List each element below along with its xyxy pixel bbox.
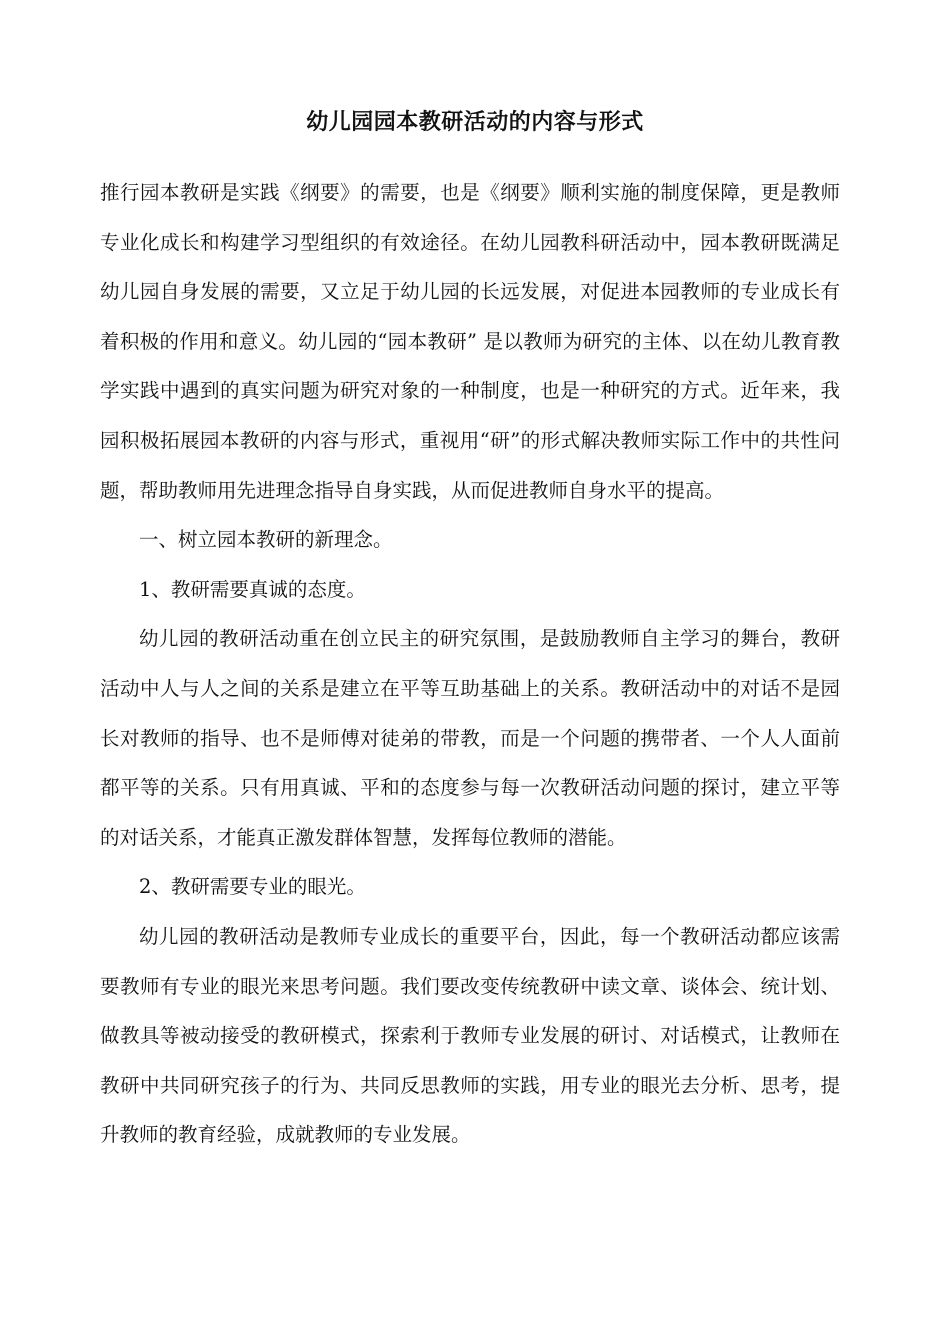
- body-paragraph-2: 幼儿园的教研活动是教师专业成长的重要平台，因此，每一个教研活动都应该需要教师有专业的眼光来思考问题。我们要改变传统教研中读文章、谈体会、统计划、做教具等被动接受的教研模式，探索利于教师专业发展的研讨、对话模式，让教师在教研中共同研究孩子的行为、共同反思教师的实践，用专业的眼光去分析、思考，提升教师的教育经验，成就教师的专业发展。: [100, 924, 840, 1147]
- intro-paragraph: 推行园本教研是实践《纲要》的需要，也是《纲要》顺利实施的制度保障，更是教师专业化成长和构建学习型组织的有效途径。在幼儿园教科研活动中，园本教研既满足幼儿园自身发展的需要，又立足于幼儿园的长远发展，对促进本园教师的专业成长有着积极的作用和意义。幼儿园的“园本教研” 是以教师为研究的主体、以在幼儿教育教学实践中遇到的真实问题为研究对象的一种制度，也是一种研究的方式。近年来，我园积极拓展园本教研的内容与形式，重视用“研”的形式解决教师实际工作中的共性问题，帮助教师用先进理念指导自身实践，从而促进教师自身水平的提高。: [100, 181, 840, 502]
- body-paragraph-1: 幼儿园的教研活动重在创立民主的研究氛围，是鼓励教师自主学习的舞台，教研活动中人与人之间的关系是建立在平等互助基础上的关系。教研活动中的对话不是园长对教师的指导、也不是师傅对徒弟的带教，而是一个问题的携带者、一个人人面前都平等的关系。只有用真诚、平和的态度参与每一次教研活动问题的探讨，建立平等的对话关系，才能真正激发群体智慧，发挥每位教师的潜能。: [100, 627, 840, 849]
- section-heading-1: 一、树立园本教研的新理念。: [139, 528, 393, 552]
- subsection-heading-2: 2、教研需要专业的眼光。: [139, 875, 366, 899]
- document-body: [100, 168, 840, 1160]
- document-title: 幼儿园园本教研活动的内容与形式: [306, 109, 644, 135]
- subsection-heading-1: 1、教研需要真诚的态度。: [139, 577, 366, 601]
